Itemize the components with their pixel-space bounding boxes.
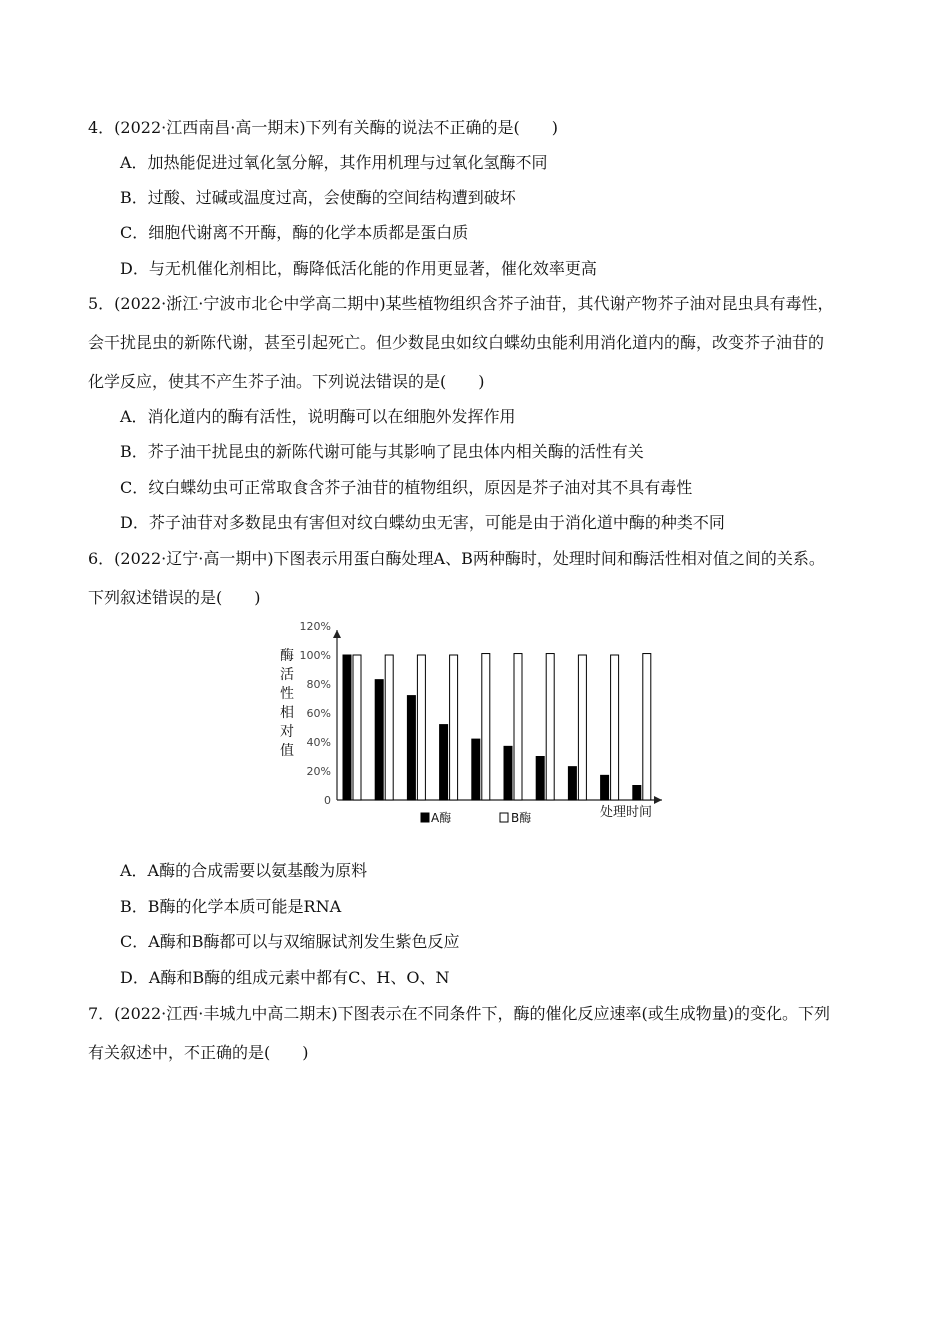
q5-option-d: D．芥子油苷对多数昆虫有害但对纹白蝶幼虫无害，可能是由于消化道中酶的种类不同	[120, 513, 725, 532]
bar-a-enzyme	[343, 655, 351, 800]
bar-b-enzyme	[385, 655, 393, 800]
x-axis-label: 处理时间	[599, 805, 653, 820]
q5-option-a: A．消化道内的酶有活性，说明酶可以在细胞外发挥作用	[120, 407, 516, 426]
bar-a-enzyme	[601, 775, 609, 800]
q5-stem-line-2: 会干扰昆虫的新陈代谢，甚至引起死亡。但少数昆虫如纹白蝶幼虫能利用消化道内的酶，改变芥子油苷的	[88, 333, 825, 352]
y-tick-label: 80%	[306, 678, 331, 691]
y-tick-label: 120%	[299, 620, 331, 633]
q4-option-b: B．过酸、过碱或温度过高，会使酶的空间结构遭到破坏	[120, 188, 516, 207]
y-tick-label: 100%	[299, 649, 331, 662]
bar-a-enzyme	[472, 739, 480, 800]
bar-b-enzyme	[417, 655, 425, 800]
legend-a-swatch	[421, 813, 429, 822]
y-axis-label-char: 相	[280, 705, 294, 721]
y-tick-label: 60%	[306, 707, 331, 720]
q4-option-d: D．与无机催化剂相比，酶降低活化能的作用更显著，催化效率更高	[120, 259, 597, 278]
q4-stem: 4．(2022·江西南昌·高一期末)下列有关酶的说法不正确的是( )	[88, 118, 559, 137]
q4-option-c: C．细胞代谢离不开酶，酶的化学本质都是蛋白质	[120, 223, 469, 242]
q4-option-a: A．加热能促进过氧化氢分解，其作用机理与过氧化氢酶不同	[120, 153, 548, 172]
bar-b-enzyme	[611, 655, 619, 800]
bar-b-enzyme	[514, 654, 522, 800]
bar-a-enzyme	[407, 696, 415, 800]
q6-option-c: C．A酶和B酶都可以与双缩脲试剂发生紫色反应	[120, 932, 460, 951]
bar-a-enzyme	[375, 680, 383, 800]
bar-b-enzyme	[546, 654, 554, 800]
bar-b-enzyme	[353, 655, 361, 800]
y-tick-label: 20%	[306, 765, 331, 778]
q5-stem-line-3: 化学反应，使其不产生芥子油。下列说法错误的是( )	[88, 372, 485, 391]
enzyme-activity-chart	[270, 618, 680, 833]
y-axis-label-char: 活	[280, 667, 294, 683]
q5-stem-line-1: 5．(2022·浙江·宁波市北仑中学高二期中)某些植物组织含芥子油苷，其代谢产物芥子油对昆虫具有毒性，	[88, 294, 834, 313]
bar-a-enzyme	[633, 786, 641, 801]
q5-option-b: B．芥子油干扰昆虫的新陈代谢可能与其影响了昆虫体内相关酶的活性有关	[120, 442, 644, 461]
bar-b-enzyme	[578, 655, 586, 800]
y-axis-label-char: 值	[280, 743, 294, 759]
q6-stem-line-1: 6．(2022·辽宁·高一期中)下图表示用蛋白酶处理A、B两种酶时，处理时间和酶活性相对值之间的关系。	[88, 549, 825, 568]
y-tick-label: 40%	[306, 736, 331, 749]
bar-b-enzyme	[643, 654, 651, 800]
bar-a-enzyme	[536, 757, 544, 801]
bar-b-enzyme	[450, 655, 458, 800]
q6-stem-line-2: 下列叙述错误的是( )	[88, 588, 261, 607]
q7-stem-line-2: 有关叙述中，不正确的是( )	[88, 1043, 309, 1062]
bar-b-enzyme	[482, 654, 490, 800]
legend-a-label: A酶	[431, 811, 452, 825]
bar-a-enzyme	[568, 767, 576, 800]
y-axis-label-char: 对	[280, 724, 294, 740]
q6-option-d: D．A酶和B酶的组成元素中都有C、H、O、N	[120, 968, 450, 987]
y-axis-label-char: 性	[280, 686, 294, 702]
q6-option-a: A．A酶的合成需要以氨基酸为原料	[120, 861, 368, 880]
y-axis-arrow	[333, 630, 341, 638]
y-axis-label-char: 酶	[280, 648, 294, 664]
q6-option-b: B．B酶的化学本质可能是RNA	[120, 897, 342, 916]
bar-a-enzyme	[440, 725, 448, 800]
legend-b-swatch	[500, 813, 508, 822]
legend-b-label: B酶	[511, 811, 532, 825]
bar-a-enzyme	[504, 746, 512, 800]
x-axis-arrow	[654, 796, 662, 804]
y-tick-label: 0	[324, 794, 331, 807]
q7-stem-line-1: 7．(2022·江西·丰城九中高二期末)下图表示在不同条件下，酶的催化反应速率(或生成物量)的变化。下列	[88, 1004, 831, 1023]
q5-option-c: C．纹白蝶幼虫可正常取食含芥子油苷的植物组织，原因是芥子油对其不具有毒性	[120, 478, 693, 497]
